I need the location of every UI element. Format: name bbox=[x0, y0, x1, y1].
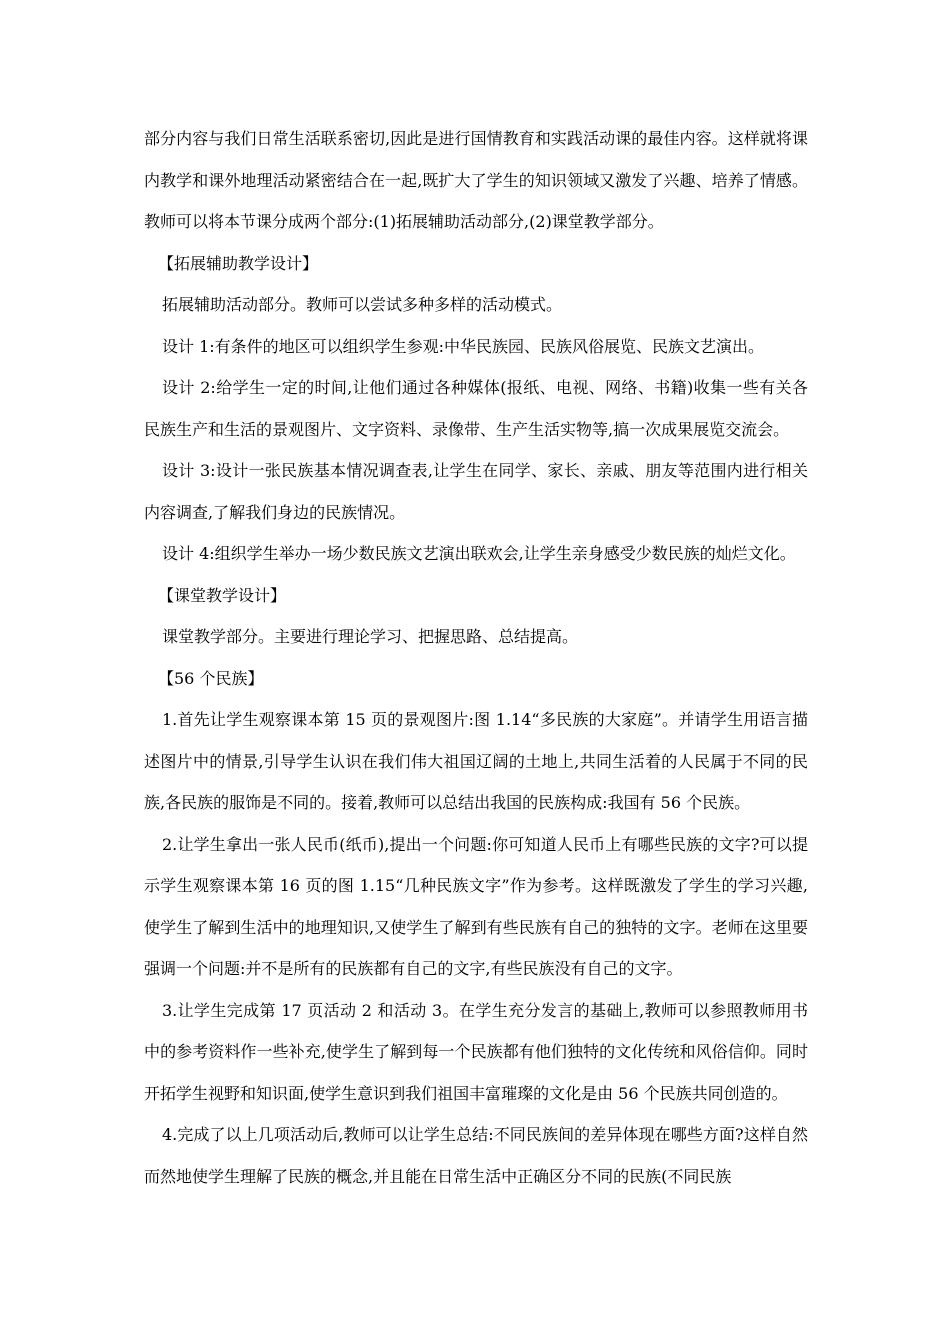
paragraph-step-1: 1.首先让学生观察课本第 15 页的景观图片:图 1.14“多民族的大家庭”。并请学生用语言描述图片中的情景,引导学生认识在我们伟大祖国辽阔的土地上,共同生活着的人民属于不同的民族,各民族的服饰是不同的。接着,教师可以总结出我国的民族构成:我国有 56 个民族。 bbox=[144, 710, 808, 812]
section-heading-extension: 【拓展辅助教学设计】 bbox=[158, 253, 319, 273]
section-heading-classroom: 【课堂教学设计】 bbox=[158, 585, 287, 605]
section-heading-56-ethnic-groups: 【56 个民族】 bbox=[158, 668, 264, 688]
paragraph-step-2: 2.让学生拿出一张人民币(纸币),提出一个问题:你可知道人民币上有哪些民族的文字?可以提示学生观察课本第 16 页的图 1.15“几种民族文字”作为参考。这样既激发了学生的学习兴趣,使学生了解到生活中的地理知识,又使学生了解到有些民族有自己的独特的文字。老师在这里要强调一个问题:并不是所有的民族都有自己的文字,有些民族没有自己的文字。 bbox=[144, 834, 808, 978]
paragraph-design-3: 设计 3:设计一张民族基本情况调查表,让学生在同学、家长、亲戚、朋友等范围内进行相关内容调查,了解我们身边的民族情况。 bbox=[144, 461, 808, 522]
paragraph-extension-overview: 拓展辅助活动部分。教师可以尝试多种多样的活动模式。 bbox=[162, 295, 563, 314]
paragraph-step-3: 3.让学生完成第 17 页活动 2 和活动 3。在学生充分发言的基础上,教师可以参照教师用书中的参考资料作一些补充,使学生了解到每一个民族都有他们独特的文化传统和风俗信仰。同时开拓学生视野和知识面,使学生意识到我们祖国丰富璀璨的文化是由 56 个民族共同创造的。 bbox=[144, 1000, 808, 1103]
document-body bbox=[144, 118, 808, 1197]
paragraph-step-4: 4.完成了以上几项活动后,教师可以让学生总结:不同民族间的差异体现在哪些方面?这样自然而然地使学生理解了民族的概念,并且能在日常生活中正确区分不同的民族(不同民族 bbox=[144, 1125, 808, 1186]
paragraph-intro: 部分内容与我们日常生活联系密切,因此是进行国情教育和实践活动课的最佳内容。这样就将课内教学和课外地理活动紧密结合在一起,既扩大了学生的知识领域又激发了兴趣、培养了情感。教师可以将本节课分成两个部分:(1)拓展辅助活动部分,(2)课堂教学部分。 bbox=[144, 129, 808, 231]
paragraph-design-4: 设计 4:组织学生举办一场少数民族文艺演出联欢会,让学生亲身感受少数民族的灿烂文化。 bbox=[162, 544, 796, 563]
paragraph-design-1: 设计 1:有条件的地区可以组织学生参观:中华民族园、民族风俗展览、民族文艺演出。 bbox=[162, 336, 765, 356]
paragraph-design-2: 设计 2:给学生一定的时间,让他们通过各种媒体(报纸、电视、网络、书籍)收集一些有关各民族生产和生活的景观图片、文字资料、录像带、生产生活实物等,搞一次成果展览交流会。 bbox=[144, 378, 808, 439]
paragraph-classroom-overview: 课堂教学部分。主要进行理论学习、把握思路、总结提高。 bbox=[162, 627, 579, 646]
